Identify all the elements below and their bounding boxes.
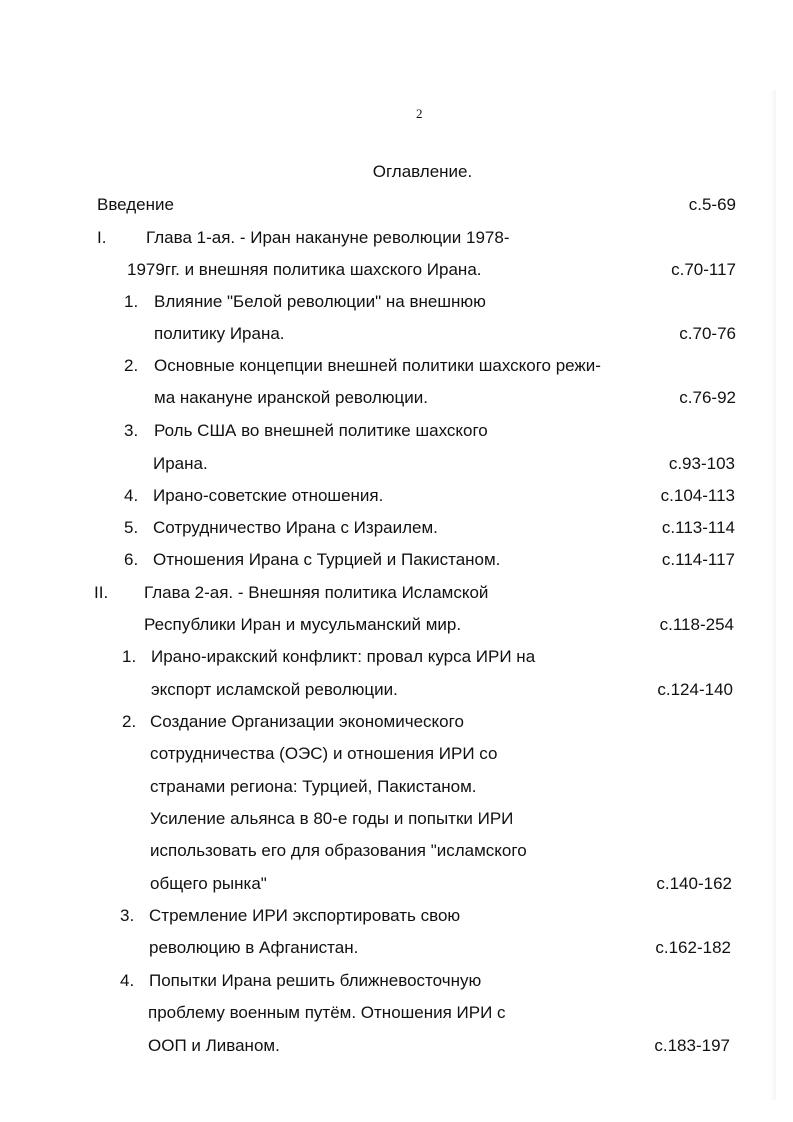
intro-pages: с.5-69 — [688, 195, 736, 214]
chapter-1-title-line-2: 1979гг. и внешняя политика шахского Ирана. — [127, 260, 482, 279]
scan-edge-shadow — [770, 90, 776, 1100]
chapter-1-item-6-pages: с.114-117 — [661, 550, 735, 569]
intro-label: Введение — [97, 195, 174, 214]
chapter-2-item-1-line-1: Ирано-иракский конфликт: провал курса ИРИ на — [151, 647, 536, 666]
chapter-2-item-1-line-2: экспорт исламской революции. — [151, 680, 398, 699]
page-title: Оглавление. — [372, 162, 473, 181]
chapter-2-item-3-line-2: революцию в Афганистан. — [149, 938, 359, 957]
chapter-2-item-4-line-2: проблему военным путём. Отношения ИРИ с — [148, 1003, 506, 1022]
chapter-1-item-6-number: 6. — [124, 550, 139, 569]
chapter-2-number: II. — [94, 583, 109, 602]
chapter-2-item-4-line-1: Попытки Ирана решить ближневосточную — [149, 971, 482, 990]
chapter-2-item-2-number: 2. — [122, 712, 137, 731]
chapter-2-pages: с.118-254 — [659, 615, 734, 634]
chapter-1-item-1-number: 1. — [124, 292, 139, 311]
chapter-1-item-3-pages: с.93-103 — [668, 454, 735, 473]
chapter-2-item-4-number: 4. — [120, 971, 135, 990]
chapter-1-item-5-pages: с.113-114 — [661, 518, 735, 537]
chapter-1-item-1-line-2: политику Ирана. — [154, 324, 285, 343]
chapter-1-item-5-line-1: Сотрудничество Ирана с Израилем. — [153, 518, 438, 537]
chapter-2-item-3-number: 3. — [120, 906, 135, 925]
chapter-1-item-2-line-1: Основные концепции внешней политики шахского режи- — [154, 356, 601, 375]
chapter-1-item-4-number: 4. — [124, 486, 139, 505]
chapter-2-item-4-line-3: ООП и Ливаном. — [148, 1036, 280, 1055]
chapter-1-item-1-line-1: Влияние "Белой революции" на внешнюю — [154, 292, 486, 311]
chapter-2-item-4-pages: с.183-197 — [654, 1036, 730, 1055]
chapter-1-item-5-number: 5. — [124, 518, 139, 537]
chapter-2-item-2-line-1: Создание Организации экономического — [150, 712, 464, 731]
chapter-1-pages: с.70-117 — [671, 260, 736, 279]
chapter-2-item-1-number: 1. — [122, 647, 137, 666]
chapter-1-item-1-pages: с.70-76 — [679, 324, 736, 343]
chapter-1-number: I. — [97, 228, 107, 247]
chapter-2-title-line-2: Республики Иран и мусульманский мир. — [144, 615, 462, 634]
chapter-2-item-3-pages: с.162-182 — [655, 938, 731, 957]
chapter-2-item-2-pages: с.140-162 — [656, 874, 732, 893]
chapter-1-item-2-number: 2. — [124, 356, 139, 375]
chapter-1-item-4-pages: с.104-113 — [660, 486, 735, 505]
chapter-2-item-2-line-6: общего рынка" — [150, 874, 267, 893]
chapter-1-item-3-line-1: Роль США во внешней политике шахского — [154, 421, 488, 440]
chapter-2-item-1-pages: с.124-140 — [657, 680, 733, 699]
page-number: 2 — [416, 106, 423, 121]
chapter-1-item-3-number: 3. — [124, 421, 139, 440]
chapter-2-item-3-line-1: Стремление ИРИ экспортировать свою — [149, 906, 461, 925]
chapter-2-item-2-line-3: странами региона: Турцией, Пакистаном. — [150, 777, 477, 796]
chapter-2-item-2-line-5: использовать его для образования "исламского — [150, 841, 527, 860]
chapter-1-item-4-line-1: Ирано-советские отношения. — [153, 486, 384, 505]
chapter-2-item-2-line-4: Усиление альянса в 80-е годы и попытки ИРИ — [150, 809, 514, 828]
chapter-1-item-3-line-2: Ирана. — [153, 454, 208, 473]
chapter-1-item-2-line-2: ма накануне иранской революции. — [154, 388, 428, 407]
chapter-1-item-2-pages: с.76-92 — [679, 388, 736, 407]
chapter-2-title-line-1: Глава 2-ая. - Внешняя политика Исламской — [144, 583, 489, 602]
chapter-2-item-2-line-2: сотрудничества (ОЭС) и отношения ИРИ со — [150, 744, 498, 763]
chapter-1-item-6-line-1: Отношения Ирана с Турцией и Пакистаном. — [153, 550, 501, 569]
chapter-1-title-line-1: Глава 1-ая. - Иран накануне революции 1978- — [146, 228, 510, 247]
